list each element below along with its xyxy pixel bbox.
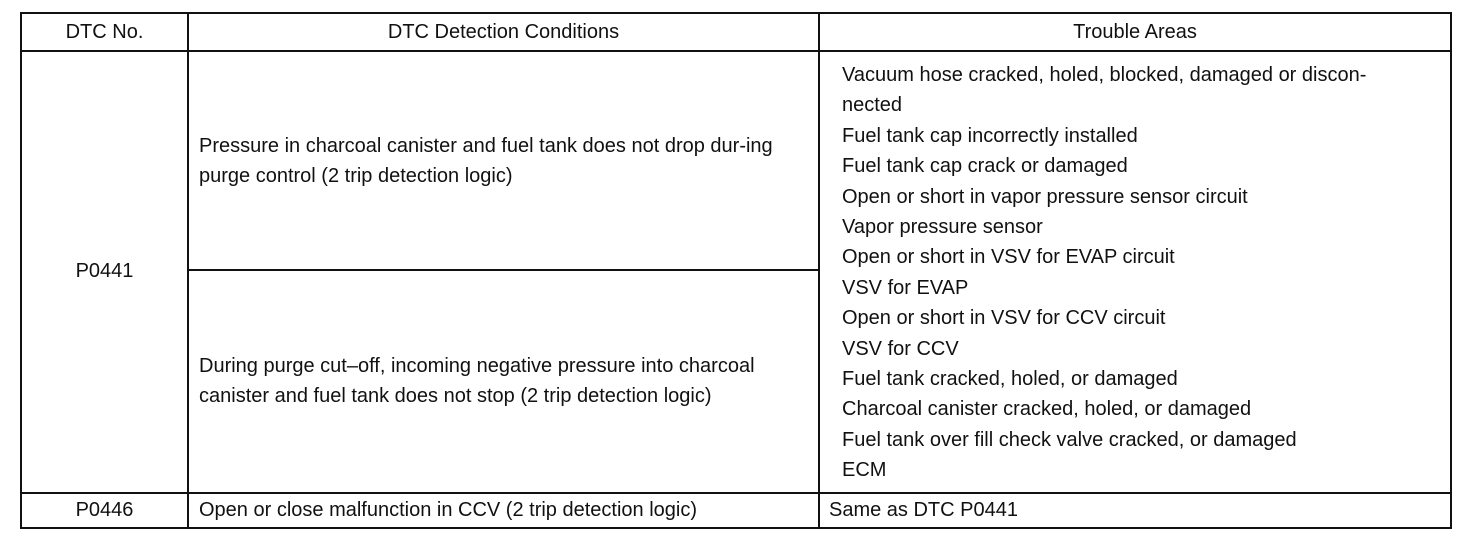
trouble-area-item: nected bbox=[842, 94, 903, 117]
trouble-areas-cell: Same as DTC P0441 bbox=[819, 493, 1451, 528]
trouble-area-item: VSV for CCV bbox=[842, 337, 959, 360]
table-row bbox=[21, 51, 1451, 270]
trouble-area-item: Fuel tank cap crack or damaged bbox=[842, 155, 1128, 178]
header-trouble-areas: Trouble Areas bbox=[819, 13, 1451, 51]
trouble-area-item: Fuel tank cracked, holed, or damaged bbox=[842, 368, 1178, 391]
table-row bbox=[21, 493, 1451, 528]
header-dtc-no: DTC No. bbox=[21, 13, 188, 51]
trouble-area-item: Open or short in VSV for CCV circuit bbox=[842, 307, 1166, 330]
trouble-area-item: VSV for EVAP bbox=[842, 276, 969, 299]
header-row bbox=[21, 13, 1451, 51]
trouble-areas-cell bbox=[819, 51, 1451, 493]
trouble-area-item: Open or short in vapor pressure sensor circuit bbox=[842, 185, 1248, 208]
detection-condition-cell: During purge cut–off, incoming negative pressure into charcoal canister and fuel tank does not stop (2 trip detection logic) bbox=[188, 270, 819, 492]
trouble-area-item: Open or short in VSV for EVAP circuit bbox=[842, 246, 1175, 269]
trouble-area-item: Fuel tank cap incorrectly installed bbox=[842, 124, 1138, 147]
trouble-area-item: Vapor pressure sensor bbox=[842, 216, 1043, 239]
trouble-area-item: Fuel tank over fill check valve cracked, or damaged bbox=[842, 428, 1297, 451]
detection-condition-cell: Open or close malfunction in CCV (2 trip detection logic) bbox=[188, 493, 819, 528]
trouble-area-item: ECM bbox=[842, 459, 887, 482]
header-detection-conditions: DTC Detection Conditions bbox=[188, 13, 819, 51]
trouble-area-item: Vacuum hose cracked, holed, blocked, damaged or discon- bbox=[842, 64, 1367, 86]
detection-condition-cell: Pressure in charcoal canister and fuel tank does not drop dur-ing purge control (2 trip detection logic) bbox=[188, 51, 819, 270]
dtc-code-cell: P0441 bbox=[21, 51, 188, 493]
dtc-table bbox=[20, 12, 1452, 529]
dtc-code-cell: P0446 bbox=[21, 493, 188, 528]
trouble-area-item: Charcoal canister cracked, holed, or damaged bbox=[842, 398, 1252, 421]
